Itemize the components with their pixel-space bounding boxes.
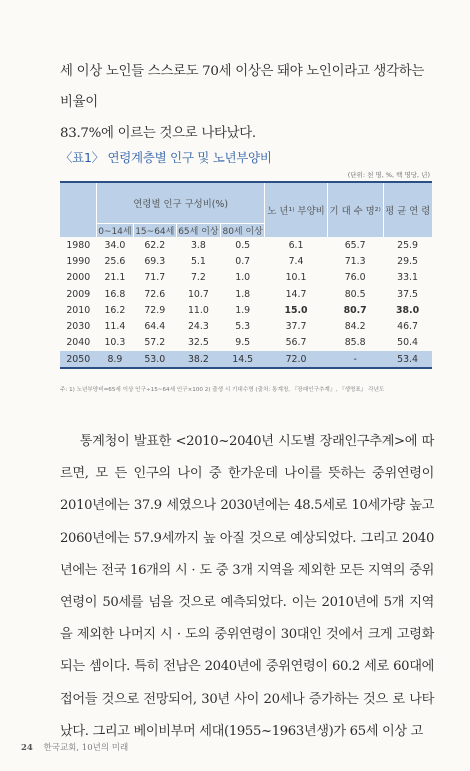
table-cell: 14.5 [221,351,265,368]
table-cell: 80.7 [343,304,367,316]
table-cell: 8.9 [97,351,134,368]
table-cell: 1.0 [235,272,251,284]
table-cell: 34.0 [104,239,126,251]
table-cell: 10.3 [104,337,126,349]
table-row [60,237,432,253]
table-cell: 7.2 [190,272,206,284]
table-footnote: 주: 1) 노년부양비=65세 이상 인구÷15~64세 인구×100 2) 출생 시 기대수명 (출처: 통계청, 『장래인구추계』, 『생명표』 각년도 [60,387,385,393]
table-cell: 71.7 [144,272,166,284]
top-paragraph-line: 83.7%에 이르는 것으로 나타났다. [60,126,256,141]
table-row [60,302,432,318]
table-cell: 24.3 [187,321,209,333]
table-cell: 1990 [66,255,91,267]
table-cell: 57.2 [144,337,166,349]
table-cell: 37.5 [397,288,418,300]
table-cell: 7.4 [288,255,304,267]
table-row [60,351,432,368]
body-line: 것에서 크게 고령화되는 셈이다. 특히 전남은 2040년에 중위연령이 60.2 [60,627,434,675]
body-line: 든 인구의 나이 중 한가운데 나이를 뜻하는 중위연령이 2010년에는 37.9 [60,466,435,514]
table-cell: 72.9 [144,304,166,316]
table-cell: 3.8 [190,239,206,251]
main-paragraph [60,426,434,748]
table-cell: 56.7 [285,337,307,349]
table-cell: 53.4 [383,351,432,368]
table-cell: 2000 [66,272,91,284]
table-cell: 46.7 [397,321,418,333]
table-cell: 71.3 [344,255,366,267]
table-cell: 6.1 [288,239,304,251]
table-cell: 25.9 [397,239,418,251]
table-cell: 2009 [66,288,91,300]
table-cell: 32.5 [187,337,209,349]
life-expectancy-header: 기 대 수 명²⁾ [327,182,383,237]
table-cell: 10.1 [285,272,307,284]
table-cell: 0.7 [235,255,251,267]
table-cell: 5.1 [190,255,206,267]
table-cell: 80.5 [344,288,366,300]
table-row [60,335,432,351]
body-line: 지역을 제외한 모든 지역의 중위연령이 50세를 넘을 것으로 예측되었다. [60,562,434,611]
table-cell: 25.6 [104,255,126,267]
table-cell: 11.4 [104,321,126,333]
body-text [60,426,434,748]
year-column-header [60,182,97,237]
table-cell: 9.5 [235,337,251,349]
book-title: 한국교회, 10년의 미래 [43,743,129,753]
table-cell: 14.7 [285,288,307,300]
table-row [60,270,432,286]
body-line: 세였으나 2030년에는 48.5세로 10세가량 높고 2060년에는 57.9세까지 높 [60,498,435,546]
table-row [60,318,432,334]
subheader-age-65-plus: 65세 이상 [176,224,220,238]
table-cell: 65.7 [344,239,366,251]
average-age-header: 평 균 연 령 [383,182,432,237]
subheader-age-15-64: 15~64세 [133,224,176,238]
table-row [60,286,432,302]
page-number: 24 [21,743,33,753]
table-cell: 1.8 [235,288,251,300]
subheader-age-0-14: 0~14세 [97,224,134,238]
top-paragraph [60,56,432,149]
table-cell: 62.2 [144,239,166,251]
table-cell: 38.0 [395,304,420,316]
table-cell: 50.4 [397,337,418,349]
table-cell: 2050 [60,351,97,368]
table-cell: 72.0 [265,351,327,368]
table-cell: 1.9 [235,304,251,316]
table-unit-note: (단위: 천 명, %, 백 명당, 년) [347,171,430,179]
table-cell: 2040 [66,337,91,349]
dependency-ratio-header: 노 년¹⁾ 부양비 [265,182,327,237]
table-cell: 5.3 [235,321,251,333]
table-cell: 53.0 [133,351,176,368]
top-paragraph-line: 세 이상 노인들 스스로도 70세 이상은 돼야 노인이라고 생각하는 비율이 [60,64,424,110]
table-cell: 15.0 [284,304,308,316]
table-cell: 84.2 [344,321,366,333]
table-title: 〈표1〉 연령계층별 인구 및 노년부양비 [60,150,272,165]
body-line: 통계청이 발표한 <2010~2040년 시도별 장래인구추계>에 따르면, 모 [60,434,434,482]
table-cell: 21.1 [104,272,126,284]
table-row [60,253,432,269]
body-line: 로 나타났다. 그리고 베이비부머 세대(1955~1963년생)가 65세 이상 고 [60,691,434,739]
table-cell: 2030 [66,321,91,333]
population-table [60,181,432,369]
body-line: 이는 2010년에 5개 지역을 제외한 나머지 시 · 도의 중위연령이 30대인 [60,595,435,643]
table-cell: 38.2 [176,351,220,368]
table-cell: 85.8 [344,337,366,349]
table-cell: 76.0 [344,272,366,284]
table-cell: 33.1 [397,272,418,284]
age-composition-header: 연령별 인구 구성비(%) [97,182,265,224]
table-cell: - [327,351,383,368]
table-cell: 72.6 [144,288,166,300]
table-cell: 64.4 [144,321,166,333]
table-cell: 69.3 [144,255,166,267]
body-line: 아질 것으로 예상되었다. 그리고 2040년에는 전국 16개의 시 · 도 중 3개 [60,530,434,578]
table-cell: 11.0 [187,304,209,316]
table-cell: 29.5 [397,255,418,267]
table-cell: 0.5 [235,239,251,251]
body-line: 세로 60대에 접어들 것으로 전망되어, 30년 사이 20세나 증가하는 것으 [60,659,434,707]
table-cell: 16.8 [104,288,126,300]
table-cell: 2010 [66,304,91,316]
subheader-age-80-plus: 80세 이상 [221,224,265,238]
table-cell: 37.7 [285,321,307,333]
table-cell: 10.7 [187,288,209,300]
page-footer [21,741,128,753]
table-cell: 16.2 [104,304,126,316]
table-cell: 1980 [66,239,91,251]
